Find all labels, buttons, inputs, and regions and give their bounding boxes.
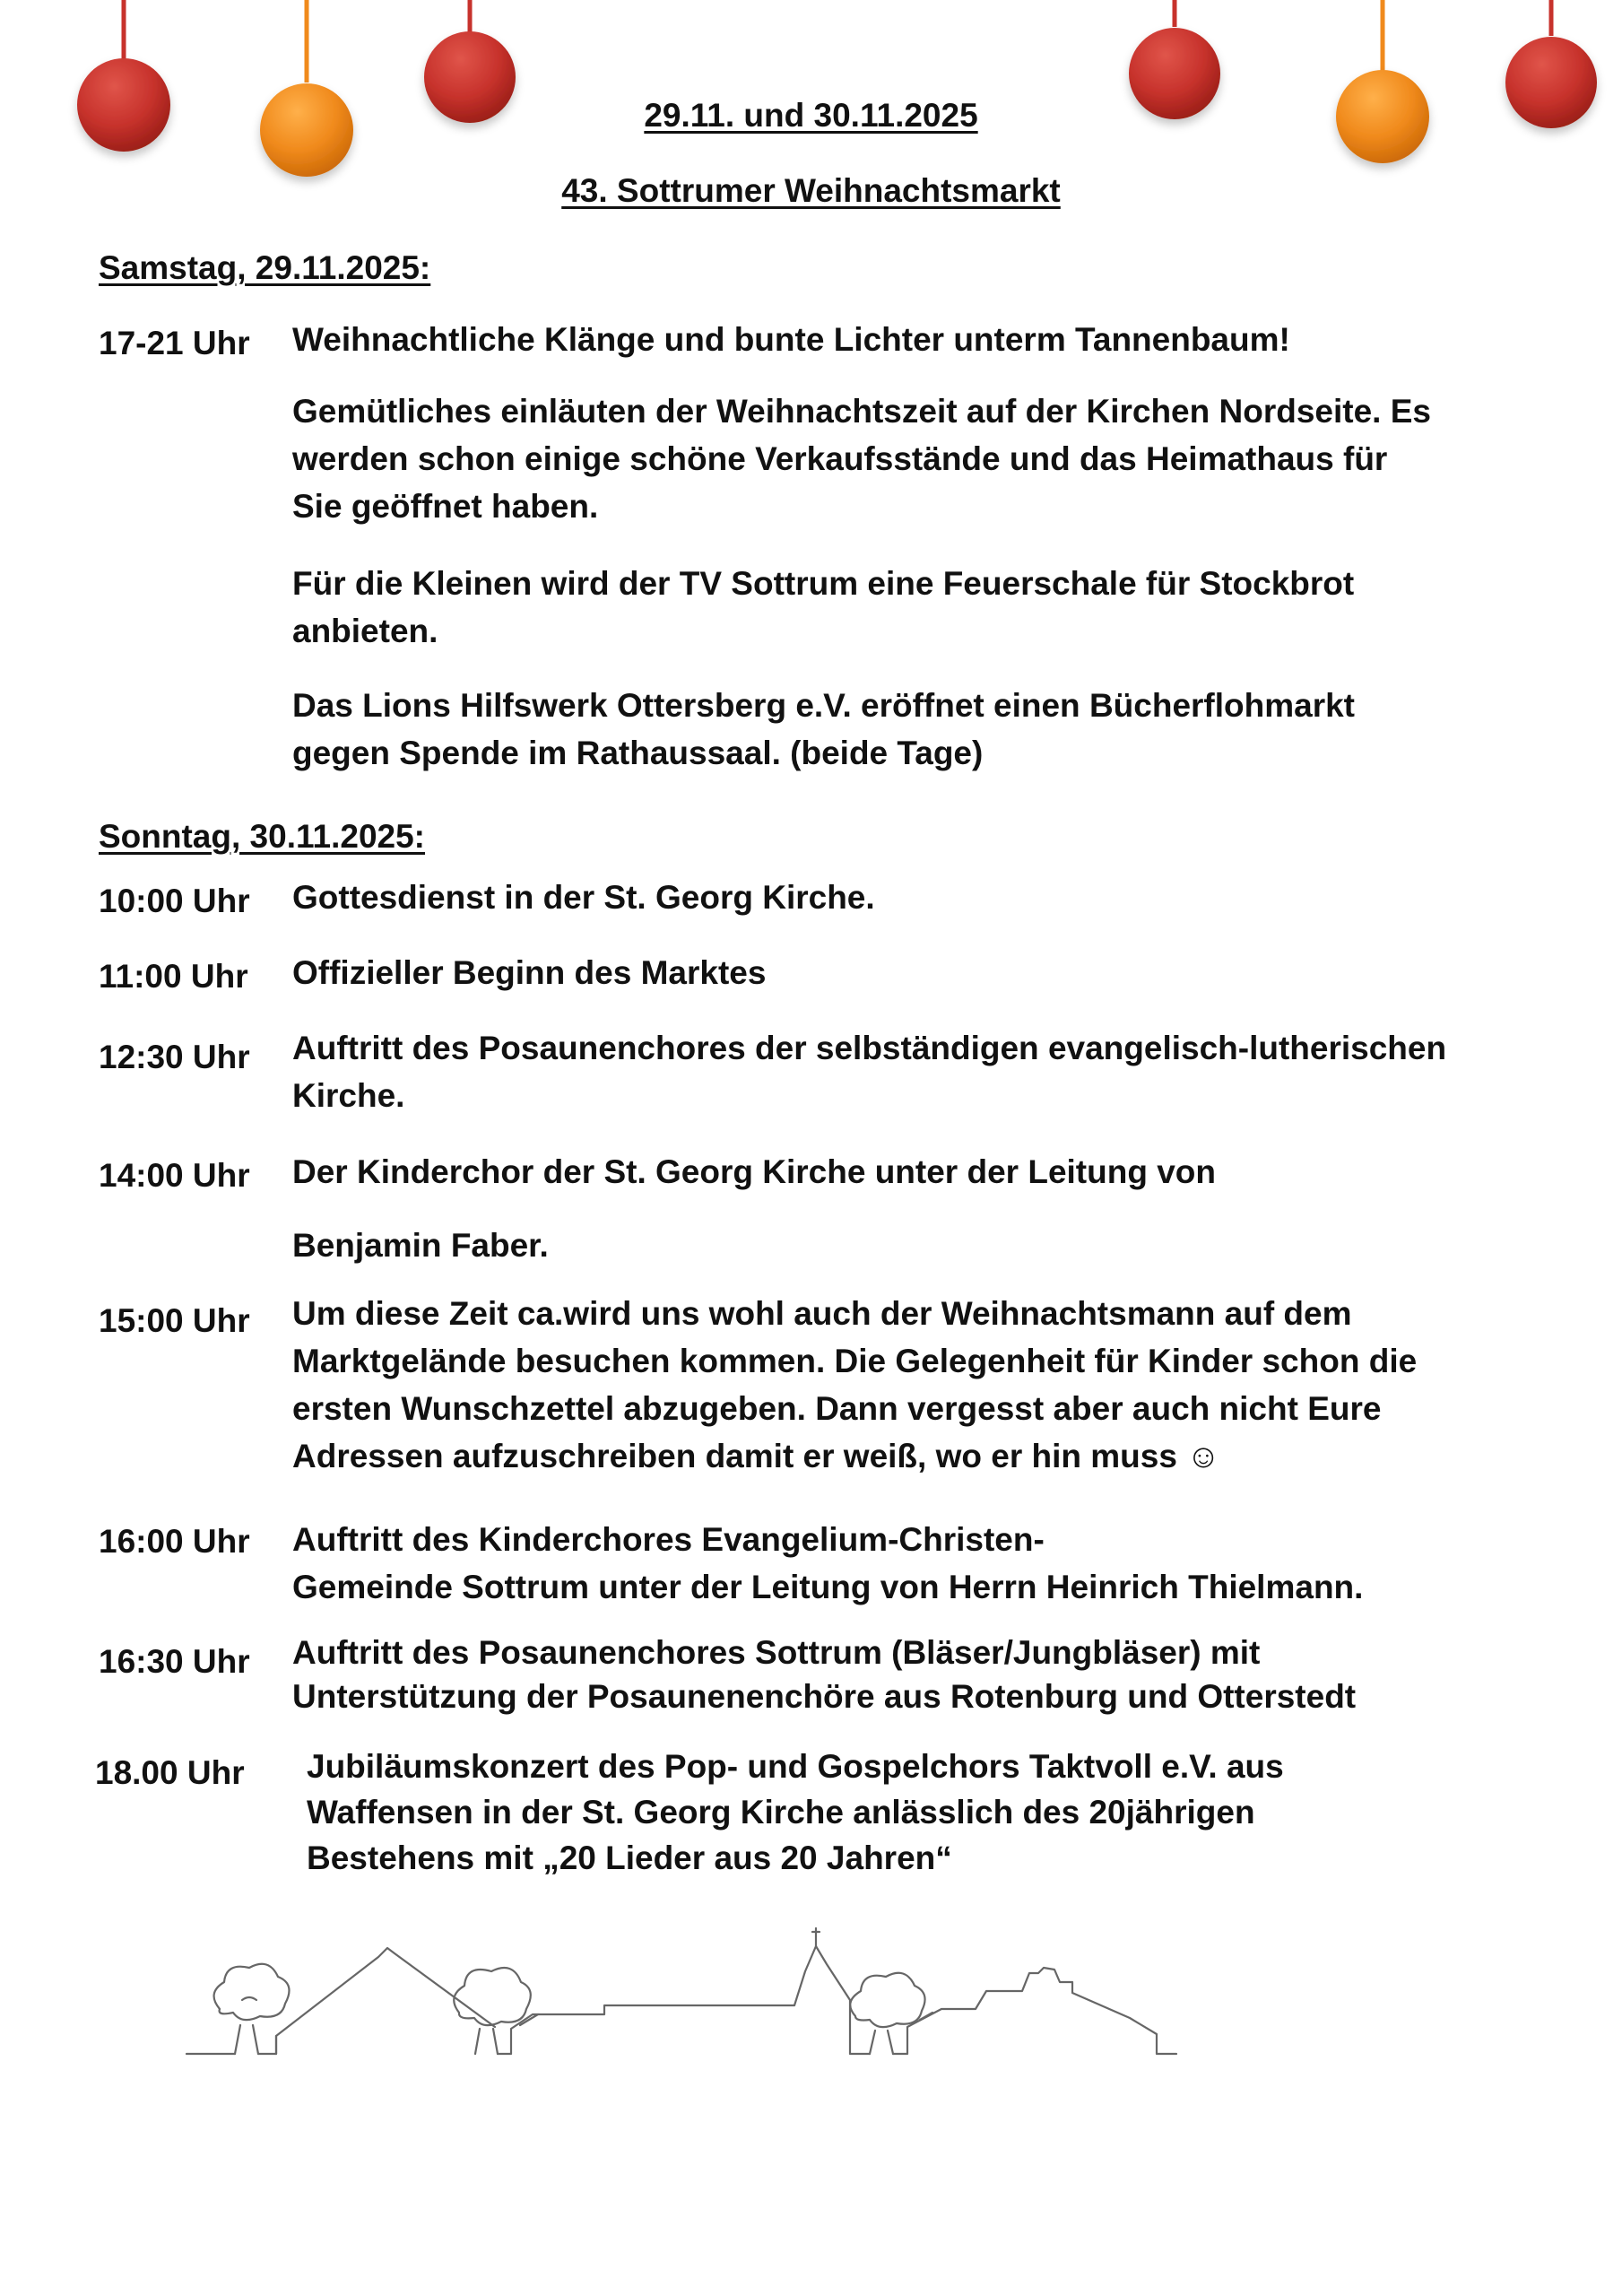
text-line: ersten Wunschzettel abzugeben. Dann vergesst aber auch nicht Eure [292, 1390, 1382, 1427]
orange-bauble-icon [1336, 0, 1429, 163]
event-description [292, 1516, 1363, 1611]
text-line: Um diese Zeit ca.wird uns wohl auch der Weihnachtsmann auf dem [292, 1295, 1352, 1332]
event-time: 11:00 Uhr [99, 958, 248, 995]
saturday-heading: Samstag, 29.11.2025: [99, 249, 431, 286]
text-line: Gemütliches einläuten der Weihnachtszeit auf der Kirchen Nordseite. Es [292, 393, 1431, 430]
text-line: Das Lions Hilfswerk Ottersberg e.V. eröffnet einen Bücherflohmarkt [292, 687, 1355, 724]
event-time: 15:00 Uhr [99, 1302, 250, 1339]
event-description [292, 1222, 549, 1269]
saturday-time: 17-21 Uhr [99, 325, 250, 361]
saturday-paragraph [292, 387, 1431, 530]
event-time: 18.00 Uhr [95, 1754, 245, 1791]
event-time: 10:00 Uhr [99, 883, 250, 919]
event-description [292, 874, 875, 921]
text-line: Gottesdienst in der St. Georg Kirche. [292, 879, 875, 916]
text-line: Adressen aufzuschreiben damit er weiß, wo er hin muss ☺ [292, 1438, 1220, 1474]
event-time: 14:00 Uhr [99, 1157, 250, 1194]
text-line: Bestehens mit „20 Lieder aus 20 Jahren“ [307, 1839, 952, 1876]
text-line: Benjamin Faber. [292, 1227, 549, 1264]
text-line: Jubiläumskonzert des Pop- und Gospelchors Taktvoll e.V. aus [307, 1748, 1284, 1785]
text-line: Marktgelände besuchen kommen. Die Gelegenheit für Kinder schon die [292, 1343, 1418, 1379]
page-title: 43. Sottrumer Weihnachtsmarkt [561, 172, 1061, 209]
text-line: gegen Spende im Rathaussaal. (beide Tage) [292, 735, 984, 771]
event-time: 12:30 Uhr [99, 1039, 250, 1075]
text-line: anbieten. [292, 613, 438, 649]
saturday-paragraph [292, 682, 1355, 777]
event-description [292, 1148, 1216, 1196]
village-skyline-illustration [179, 1910, 1273, 2067]
text-line: Sie geöffnet haben. [292, 488, 599, 525]
text-line: Waffensen in der St. Georg Kirche anlässlich des 20jährigen [307, 1794, 1255, 1831]
text-line: werden schon einige schöne Verkaufsstände und das Heimathaus für [292, 440, 1388, 477]
text-line: Gemeinde Sottrum unter der Leitung von Herrn Heinrich Thielmann. [292, 1569, 1364, 1605]
text-line: Der Kinderchor der St. Georg Kirche unter der Leitung von [292, 1153, 1216, 1190]
event-time: 16:00 Uhr [99, 1523, 250, 1560]
text-line: Kirche. [292, 1077, 405, 1114]
event-description [292, 1631, 1356, 1718]
text-line: Unterstützung der Posaunenenchöre aus Rotenburg und Otterstedt [292, 1678, 1357, 1715]
sunday-heading: Sonntag, 30.11.2025: [99, 818, 426, 855]
text-line: Auftritt des Posaunenchores Sottrum (Bläser/Jungbläser) mit [292, 1634, 1261, 1671]
event-description [292, 1290, 1417, 1480]
text-line: Für die Kleinen wird der TV Sottrum eine Feuerschale für Stockbrot [292, 565, 1355, 602]
date-range: 29.11. und 30.11.2025 [644, 97, 978, 134]
orange-bauble-icon [260, 0, 353, 177]
saturday-paragraph [292, 560, 1354, 655]
text-line: Auftritt des Posaunenchores der selbständigen evangelisch-lutherischen [292, 1030, 1447, 1066]
event-description [292, 949, 766, 996]
tree-icon [454, 1968, 531, 2054]
saturday-headline: Weihnachtliche Klänge und bunte Lichter unterm Tannenbaum! [292, 321, 1290, 358]
text-line: Offizieller Beginn des Marktes [292, 954, 767, 991]
event-description [292, 1024, 1446, 1119]
tree-icon [214, 1964, 290, 2054]
event-time: 16:30 Uhr [99, 1643, 250, 1680]
tree-icon [850, 1973, 924, 2054]
event-description [307, 1744, 1284, 1881]
text-line: Auftritt des Kinderchores Evangelium-Christen- [292, 1521, 1045, 1558]
